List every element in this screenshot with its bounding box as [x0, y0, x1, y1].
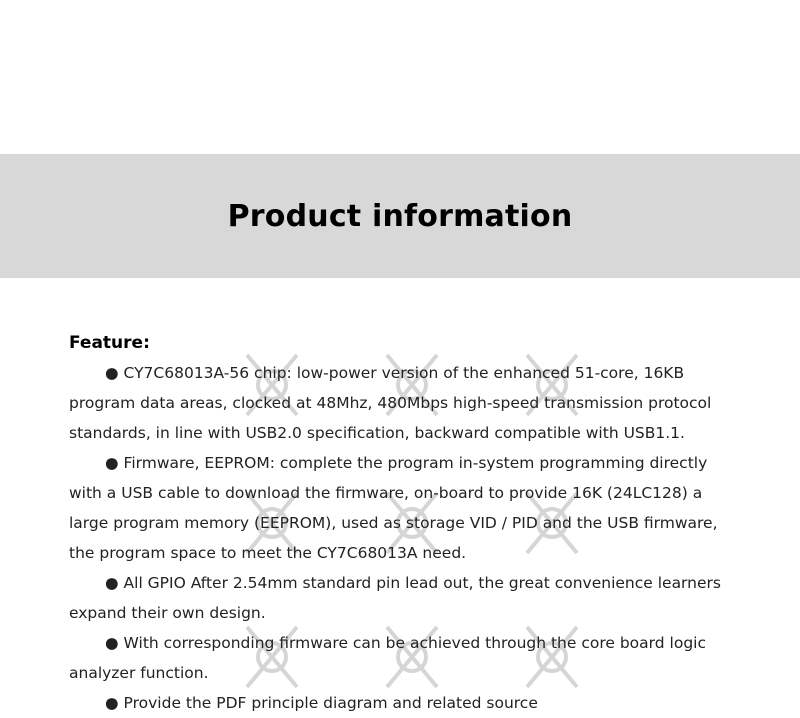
feature-heading: Feature: — [69, 333, 150, 353]
feature-item — [69, 688, 729, 718]
feature-item-text: With corresponding firmware can be achieved through the core board logic analyzer function. — [69, 634, 706, 682]
feature-item-text: Firmware, EEPROM: complete the program in-system programming directly with a USB cable to download the firmware, on-board to provide 16K (24LC128) a large program memory (EEPROM), used as storage VID / PID and the USB firmware, the program space to meet the CY7C68013A need. — [69, 454, 718, 562]
feature-item-text: CY7C68013A-56 chip: low-power version of the enhanced 51-core, 16KB program data areas, clocked at 48Mhz, 480Mbps high-speed transmission protocol standards, in line with USB2.0 specification, backward compatible with USB1.1. — [69, 364, 712, 442]
feature-item-text: All GPIO After 2.54mm standard pin lead out, the great convenience learners expand their own design. — [69, 574, 721, 622]
bullet-icon: ● — [105, 634, 119, 652]
bullet-icon: ● — [105, 574, 119, 592]
banner-title: Product information — [227, 198, 573, 234]
feature-item — [69, 448, 729, 568]
feature-item — [69, 628, 729, 688]
bullet-icon: ● — [105, 694, 119, 712]
bullet-icon: ● — [105, 454, 119, 472]
bullet-icon: ● — [105, 364, 119, 382]
feature-item — [69, 358, 729, 448]
feature-item-text: Provide the PDF principle diagram and related source — [123, 694, 538, 712]
product-information-banner — [0, 154, 800, 278]
feature-item — [69, 568, 729, 628]
feature-section — [69, 330, 729, 718]
